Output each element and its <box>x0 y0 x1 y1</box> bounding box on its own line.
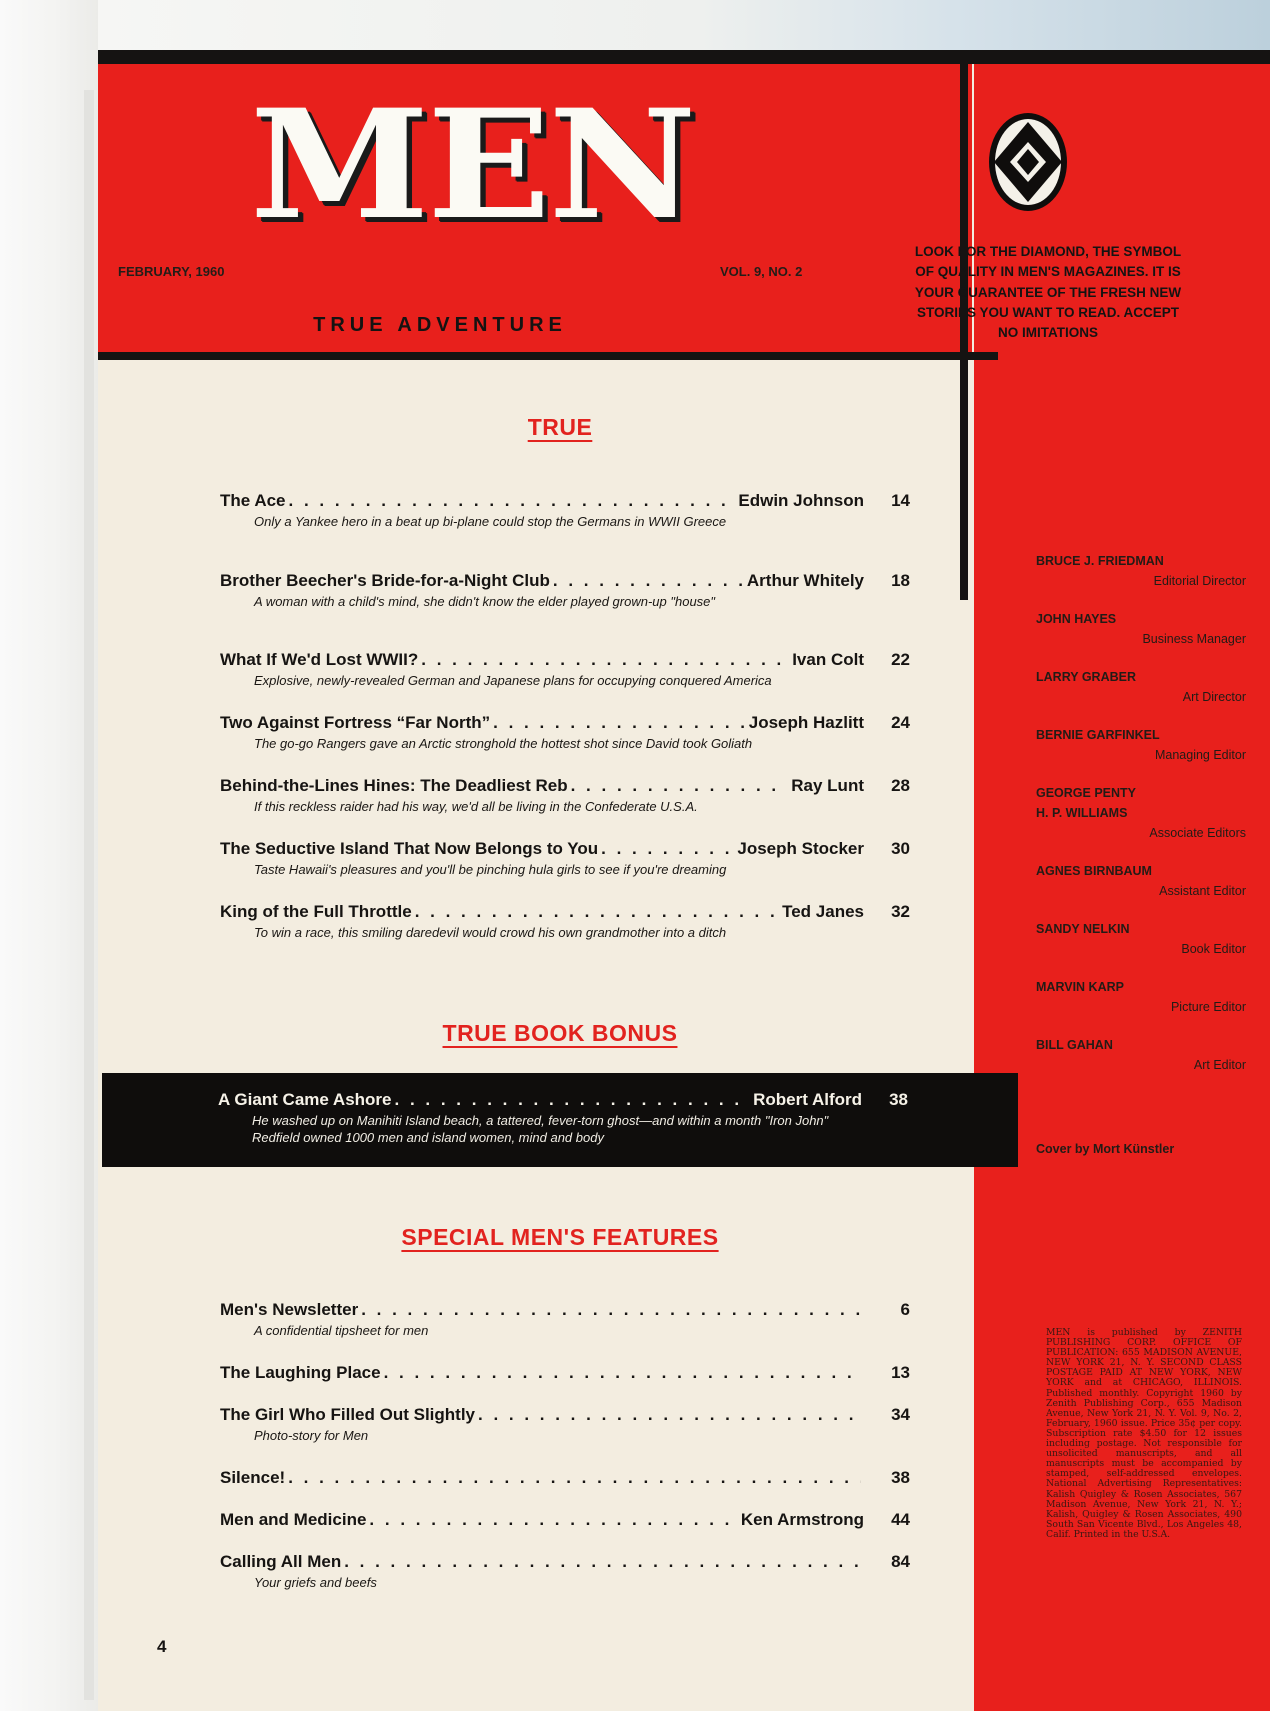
entry-page: 30 <box>891 839 910 858</box>
top-border <box>98 50 1270 64</box>
toc-entry[interactable] <box>220 649 910 689</box>
dot-leader <box>493 712 746 734</box>
entry-title: Behind-the-Lines Hines: The Deadliest Reb <box>220 776 568 795</box>
staff-entry <box>1036 667 1246 707</box>
entry-title: King of the Full Throttle <box>220 902 412 921</box>
masthead-logo: MEN <box>250 77 695 253</box>
staff-name: MARVIN KARP <box>1036 980 1124 994</box>
entry-page: 13 <box>891 1363 910 1382</box>
entry-description: Explosive, newly-revealed German and Japanese plans for occupying conquered America <box>254 673 772 688</box>
staff-name: SANDY NELKIN <box>1036 922 1130 936</box>
entry-title: Brother Beecher's Bride-for-a-Night Club <box>220 571 550 590</box>
dot-leader <box>384 1362 861 1384</box>
horizontal-divider <box>98 352 998 360</box>
dot-leader <box>395 1089 751 1111</box>
staff-entry <box>1036 609 1246 649</box>
publication-imprint: MEN is published by ZENITH PUBLISHING CORP. OFFICE OF PUBLICATION: 655 MADISON AVENUE, NEW YORK 21, N. Y. SECOND CLASS POSTAGE PAID AT NEW YORK, NEW YORK and at CHICAGO, ILLINOIS. Published monthly. Copyright 1960 by Zenith Publishing Corp., 655 Madison Avenue, New York 21, N. Y. Vol. 9, No. 2, February, 1960 issue. Price 35¢ per copy. Subscription rate $4.50 for 12 issues including postage. Not responsible for unsolicited manuscripts, and all manuscripts must be accompanied by stamped, self-addressed envelopes. National Advertising Representatives: Kalish Quigley & Rosen Associates, 567 Madison Avenue, New York 21, N. Y.; Kalish, Quigley & Rosen Associates, 490 South San Vicente Blvd., Los Angeles 48, Calif. Printed in the U.S.A. <box>1046 1327 1242 1540</box>
entry-page: 84 <box>891 1552 910 1571</box>
entry-author: Joseph Hazlitt <box>748 713 864 732</box>
cover-credit: Cover by Mort Künstler <box>1036 1142 1175 1156</box>
entry-description: Only a Yankee hero in a beat up bi-plane could stop the Germans in WWII Greece <box>254 514 727 529</box>
entry-author: Robert Alford <box>753 1090 862 1109</box>
staff-role: Book Editor <box>1181 942 1246 956</box>
entry-page: 38 <box>889 1090 908 1109</box>
section-heading-bonus: TRUE BOOK BONUS <box>442 1020 678 1046</box>
entry-page: 28 <box>891 776 910 795</box>
toc-entry[interactable] <box>220 1299 910 1339</box>
toc-entry[interactable] <box>220 1362 910 1384</box>
staff-name: AGNES BIRNBAUM <box>1036 864 1152 878</box>
issue-volume: VOL. 9, NO. 2 <box>720 264 803 279</box>
staff-name: BRUCE J. FRIEDMAN <box>1036 554 1164 568</box>
entry-author: Arthur Whitely <box>746 571 864 590</box>
entry-author: Ken Armstrong <box>740 1510 864 1529</box>
staff-name: JOHN HAYES <box>1036 612 1117 626</box>
entry-title: What If We'd Lost WWII? <box>220 650 419 669</box>
entry-page: 6 <box>900 1300 910 1319</box>
staff-role: Picture Editor <box>1170 1000 1246 1014</box>
staff-role: Associate Editors <box>1149 826 1246 840</box>
dot-leader <box>289 490 736 512</box>
entry-page: 44 <box>891 1510 910 1529</box>
staff-name: BILL GAHAN <box>1036 1038 1113 1052</box>
entry-description: The go-go Rangers gave an Arctic stronghold the hottest shot since David took Goliath <box>254 736 753 751</box>
staff-entry <box>1036 1035 1246 1075</box>
entry-description: A confidential tipsheet for men <box>254 1323 429 1338</box>
staff-masthead <box>1036 551 1246 1093</box>
staff-role: Art Editor <box>1193 1058 1246 1072</box>
entry-page: 18 <box>891 571 910 590</box>
entry-page: 14 <box>891 491 910 510</box>
section-heading-features: SPECIAL MEN'S FEATURES <box>401 1224 719 1250</box>
entry-title: A Giant Came Ashore <box>218 1090 392 1109</box>
staff-entry <box>1036 919 1246 959</box>
toc-entry[interactable] <box>220 1404 910 1444</box>
staff-entry <box>1036 551 1246 591</box>
entry-title: The Ace <box>220 491 286 510</box>
dot-leader <box>369 1509 737 1531</box>
staff-entry <box>1036 783 1246 843</box>
staff-name: GEORGE PENTY <box>1036 786 1137 800</box>
entry-title: Calling All Men <box>220 1552 342 1571</box>
dot-leader <box>421 649 789 671</box>
entry-description: To win a race, this smiling daredevil would crowd his own grandmother into a ditch <box>254 925 727 940</box>
entry-author: Ted Janes <box>782 902 864 921</box>
toc-entry[interactable] <box>220 775 910 815</box>
staff-name: H. P. WILLIAMS <box>1036 806 1128 820</box>
scan-top-edge <box>0 0 1270 55</box>
dot-leader <box>571 775 789 797</box>
toc-entry[interactable] <box>220 712 910 752</box>
entry-title: Men and Medicine <box>220 1510 367 1529</box>
entry-description: Your griefs and beefs <box>254 1575 377 1590</box>
entry-page: 32 <box>891 902 910 921</box>
staff-entry <box>1036 977 1246 1017</box>
entry-description: A woman with a child's mind, she didn't know the elder played grown-up "house" <box>254 594 716 609</box>
toc-entry[interactable] <box>220 490 910 530</box>
entry-title: Silence! <box>220 1468 286 1487</box>
entry-title: The Girl Who Filled Out Slightly <box>220 1405 475 1424</box>
staff-role: Art Director <box>1182 690 1246 704</box>
diamond-note: LOOK FOR THE DIAMOND, THE SYMBOL OF QUALITY IN MEN'S MAGAZINES. IT IS YOUR GUARANTEE OF THE FRESH NEW STORIES YOU WANT TO READ. ACCEPT NO IMITATIONS <box>914 244 1182 341</box>
entry-title: Two Against Fortress “Far North” <box>220 713 491 732</box>
dot-leader <box>478 1404 861 1426</box>
toc-entry[interactable] <box>220 901 910 941</box>
staff-entry <box>1036 725 1246 765</box>
entry-author: Ray Lunt <box>791 776 864 795</box>
dot-leader <box>553 570 744 592</box>
dot-leader <box>361 1299 861 1321</box>
page-spine <box>84 90 94 1700</box>
entry-page: 24 <box>891 713 910 732</box>
entry-page: 38 <box>891 1468 910 1487</box>
entry-author: Edwin Johnson <box>738 491 864 510</box>
tagline: TRUE ADVENTURE <box>313 314 567 336</box>
entry-page: 34 <box>891 1405 910 1424</box>
toc-entry[interactable] <box>220 1467 910 1489</box>
staff-role: Business Manager <box>1142 632 1246 646</box>
entry-description: Photo-story for Men <box>254 1428 369 1443</box>
entry-title: The Seductive Island That Now Belongs to You <box>220 839 599 858</box>
staff-name: LARRY GRABER <box>1036 670 1137 684</box>
issue-date: FEBRUARY, 1960 <box>118 264 225 279</box>
toc-entry[interactable] <box>220 570 910 610</box>
dot-leader <box>288 1467 861 1489</box>
staff-entry <box>1036 861 1246 901</box>
entry-description: Taste Hawaii's pleasures and you'll be pinching hula girls to see if you're dreaming <box>254 862 727 877</box>
dot-leader <box>415 901 779 923</box>
dot-leader <box>344 1551 861 1573</box>
entry-description: If this reckless raider had his way, we'd all be living in the Confederate U.S.A. <box>254 799 698 814</box>
diamond-badge-icon <box>988 112 1068 212</box>
entry-description: He washed up on Manihiti Island beach, a tattered, fever-torn ghost—and within a month "Iron John" Redfield owned 1000 men and island women, mind and body <box>252 1113 829 1145</box>
entry-title: Men's Newsletter <box>220 1300 359 1319</box>
entry-title: The Laughing Place <box>220 1363 381 1382</box>
entry-author: Joseph Stocker <box>737 839 864 858</box>
toc-entry[interactable] <box>220 1551 910 1591</box>
entry-page: 22 <box>891 650 910 669</box>
staff-role: Assistant Editor <box>1159 884 1246 898</box>
staff-role: Managing Editor <box>1154 748 1246 762</box>
dot-leader <box>601 838 734 860</box>
bonus-band <box>102 1073 1018 1167</box>
toc-entry[interactable] <box>220 838 910 878</box>
page-number: 4 <box>157 1637 167 1656</box>
bonus-entry[interactable] <box>218 1089 908 1146</box>
section-heading-true: TRUE <box>527 414 593 440</box>
entry-author: Ivan Colt <box>792 650 864 669</box>
staff-name: BERNIE GARFINKEL <box>1036 728 1160 742</box>
toc-entry[interactable] <box>220 1509 910 1531</box>
staff-role: Editorial Director <box>1153 574 1246 588</box>
